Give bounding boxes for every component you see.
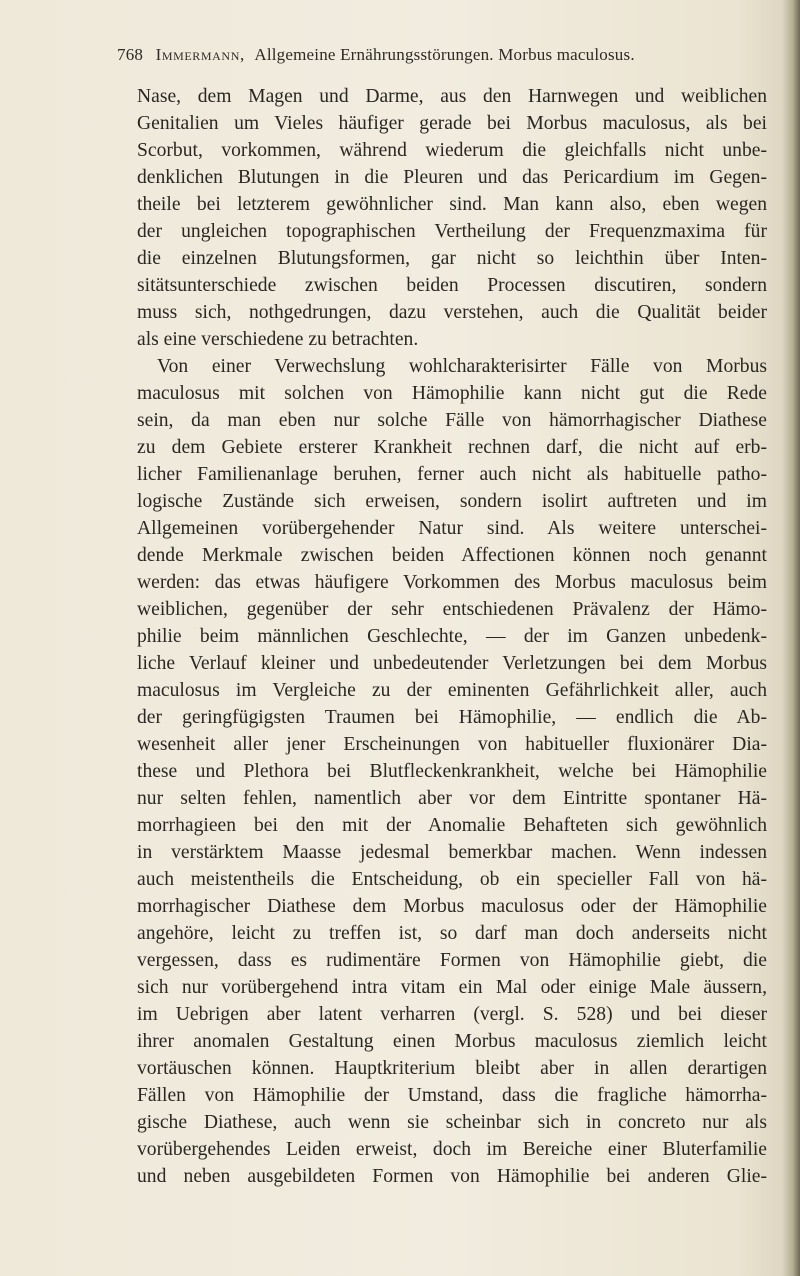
text-line: these und Plethora bei Blutfleckenkrankheit, welche bei Hämophilie <box>137 761 767 782</box>
text-line: in verstärktem Maasse jedesmal bemerkbar machen. Wenn indessen <box>137 842 767 863</box>
text-line: die einzelnen Blutungsformen, gar nicht so leichthin über Inten- <box>137 248 767 269</box>
text-line: denklichen Blutungen in die Pleuren und das Pericardium im Gegen- <box>137 167 767 188</box>
text-line: zu dem Gebiete ersterer Krankheit rechnen darf, die nicht auf erb- <box>137 437 767 458</box>
page-edge-shadow <box>782 0 800 1276</box>
page-number: 768 <box>117 45 144 64</box>
text-line: licher Familienanlage beruhen, ferner auch nicht als habituelle patho- <box>137 464 767 485</box>
text-line: vorübergehendes Leiden erweist, doch im Bereiche einer Bluterfamilie <box>137 1139 767 1160</box>
text-line: sitätsunterschiede zwischen beiden Processen discutiren, sondern <box>137 275 767 296</box>
text-line: Fällen von Hämophilie der Umstand, dass die fragliche hämorrha- <box>137 1085 767 1106</box>
text-line: wesenheit aller jener Erscheinungen von habitueller fluxionärer Dia- <box>137 734 767 755</box>
text-line: der geringfügigsten Traumen bei Hämophilie, — endlich die Ab- <box>137 707 767 728</box>
body-text <box>137 83 767 1190</box>
text-line: dende Merkmale zwischen beiden Affectionen können noch genannt <box>137 545 767 566</box>
text-line: vortäuschen können. Hauptkriterium bleibt aber in allen derartigen <box>137 1058 767 1079</box>
text-line: ihrer anomalen Gestaltung einen Morbus maculosus ziemlich leicht <box>137 1031 767 1052</box>
text-line: muss sich, nothgedrungen, dazu verstehen, auch die Qualität beider <box>137 302 767 323</box>
text-line: morrhagieen bei den mit der Anomalie Behafteten sich gewöhnlich <box>137 815 767 836</box>
text-line: als eine verschiedene zu betrachten. <box>137 329 419 350</box>
text-line: sein, da man eben nur solche Fälle von hämorrhagischer Diathese <box>137 410 767 431</box>
text-line: vergessen, dass es rudimentäre Formen von Hämophilie giebt, die <box>137 950 767 971</box>
text-line: maculosus im Vergleiche zu der eminenten Gefährlichkeit aller, auch <box>137 680 767 701</box>
running-header-title: Allgemeine Ernährungsstörungen. Morbus maculosus. <box>254 45 635 64</box>
text-line: Genitalien um Vieles häufiger gerade bei Morbus maculosus, als bei <box>137 113 767 134</box>
running-header-author: Immermann, <box>155 45 245 64</box>
text-line: Von einer Verwechslung wohlcharakterisirter Fälle von Morbus <box>157 356 767 377</box>
text-line: logische Zustände sich erweisen, sondern isolirt auftreten und im <box>137 491 767 512</box>
text-line: angehöre, leicht zu treffen ist, so darf man doch anderseits nicht <box>137 923 767 944</box>
text-line: sich nur vorübergehend intra vitam ein Mal oder einige Male äussern, <box>137 977 767 998</box>
text-line: nur selten fehlen, namentlich aber vor dem Eintritte spontaner Hä- <box>137 788 767 809</box>
text-line: Scorbut, vorkommen, während wiederum die gleichfalls nicht unbe- <box>137 140 767 161</box>
text-line: der ungleichen topographischen Vertheilung der Frequenzmaxima für <box>137 221 767 242</box>
text-line: und neben ausgebildeten Formen von Hämophilie bei anderen Glie- <box>137 1166 767 1187</box>
text-line: im Uebrigen aber latent verharren (vergl. S. 528) und bei dieser <box>137 1004 767 1025</box>
text-line: werden: das etwas häufigere Vorkommen des Morbus maculosus beim <box>137 572 767 593</box>
text-line: maculosus mit solchen von Hämophilie kann nicht gut die Rede <box>137 383 767 404</box>
text-line: morrhagischer Diathese dem Morbus maculosus oder der Hämophilie <box>137 896 767 917</box>
text-line: philie beim männlichen Geschlechte, — der im Ganzen unbedenk- <box>137 626 767 647</box>
text-line: liche Verlauf kleiner und unbedeutender Verletzungen bei dem Morbus <box>137 653 767 674</box>
text-line: gische Diathese, auch wenn sie scheinbar sich in concreto nur als <box>137 1112 767 1133</box>
text-line: theile bei letzterem gewöhnlicher sind. Man kann also, eben wegen <box>137 194 767 215</box>
text-line: auch meistentheils die Entscheidung, ob ein specieller Fall von hä- <box>137 869 767 890</box>
text-line: Nase, dem Magen und Darme, aus den Harnwegen und weiblichen <box>137 86 767 107</box>
running-header <box>117 45 757 65</box>
text-line: weiblichen, gegenüber der sehr entschiedenen Prävalenz der Hämo- <box>137 599 767 620</box>
text-line: Allgemeinen vorübergehender Natur sind. Als weitere unterschei- <box>137 518 767 539</box>
